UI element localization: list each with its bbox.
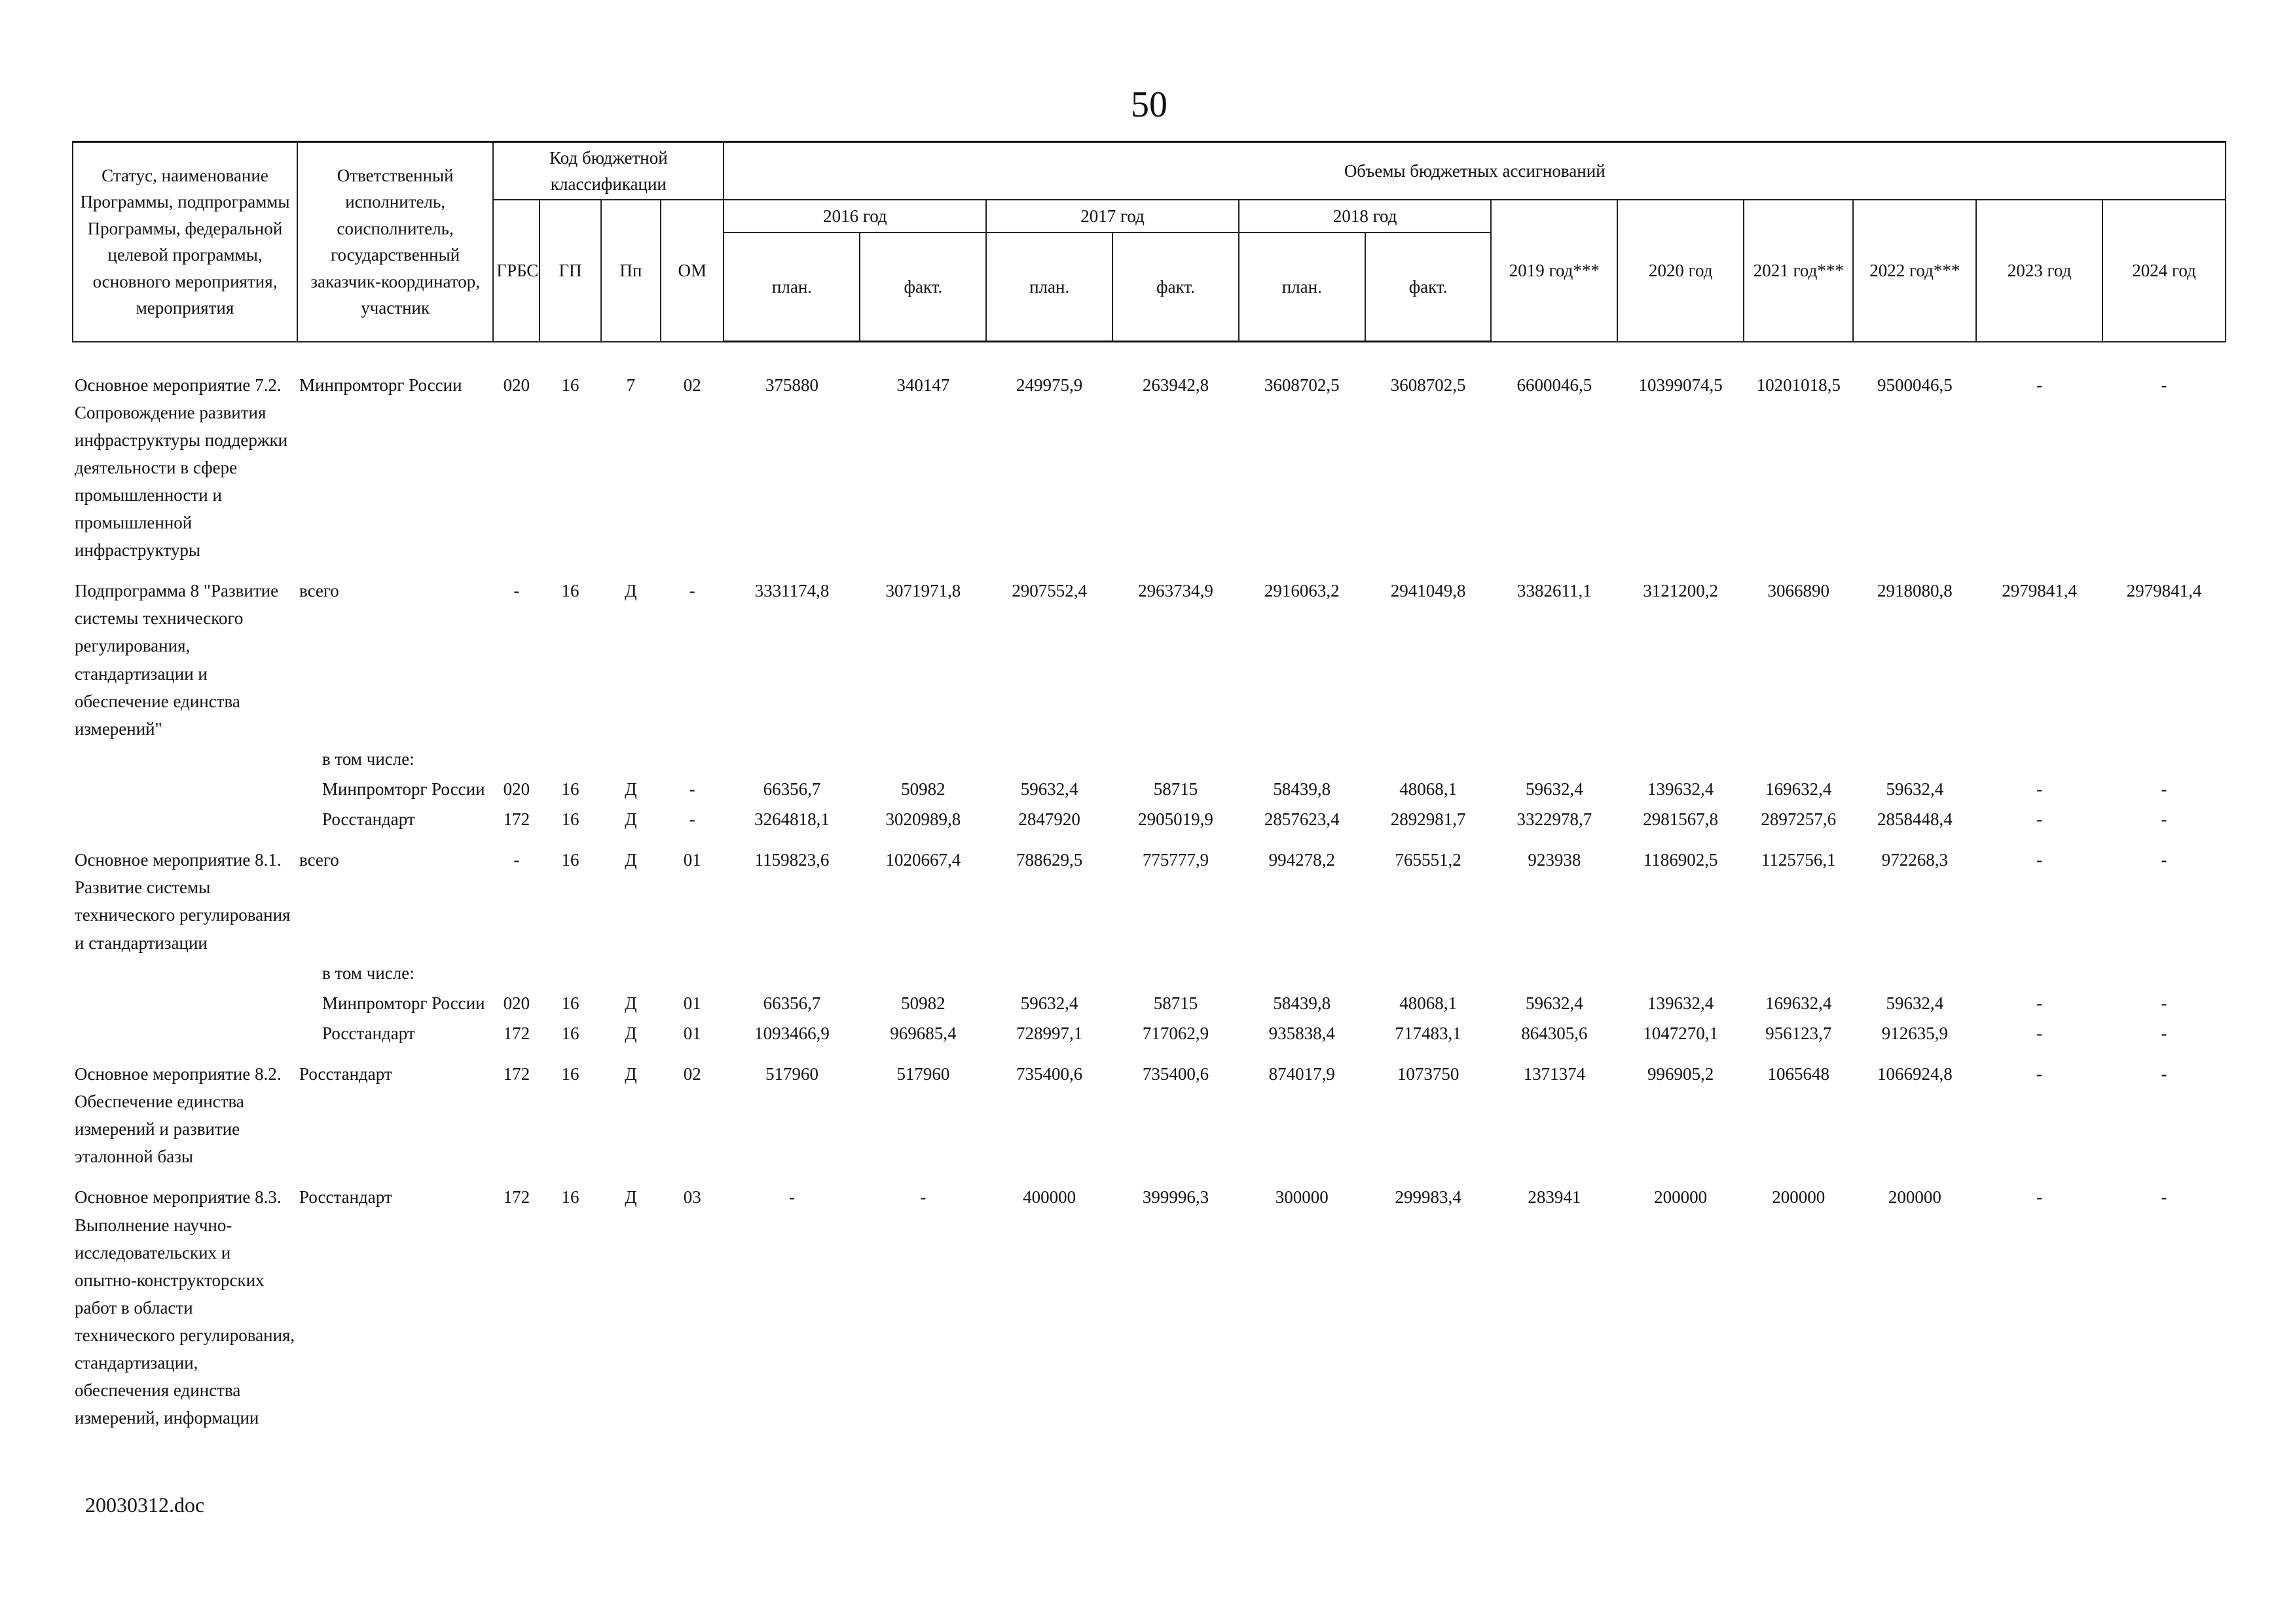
cell-om <box>661 744 724 774</box>
cell-pp: Д <box>625 779 637 800</box>
cell-f2018: 717483,1 <box>1395 1023 1461 1043</box>
cell-f2018: 1073750 <box>1397 1064 1460 1084</box>
cell-y2019: 6600046,5 <box>1516 375 1592 395</box>
cell-y2022 <box>1853 958 1976 988</box>
cell-p2016: - <box>788 1187 795 1208</box>
cell-om: 01 <box>683 1023 701 1043</box>
cell-y2023 <box>1976 744 2102 774</box>
cell-p2018: 300000 <box>1275 1187 1329 1208</box>
cell-y2021: 169632,4 <box>1765 779 1832 800</box>
table-body <box>73 342 2226 1433</box>
cell-y2022 <box>1853 744 1976 774</box>
cell-y2023 <box>1976 958 2102 988</box>
cell-f2016: 3020989,8 <box>885 809 961 830</box>
cell-y2019 <box>1491 958 1617 988</box>
cell-y2021: 3066890 <box>1767 581 1830 601</box>
cell-y2023: - <box>2036 375 2043 395</box>
cell-y2021: 1065648 <box>1767 1064 1830 1084</box>
cell-executor: Минпромторг России <box>321 779 485 800</box>
cell-f2016 <box>860 744 986 774</box>
cell-executor: Росстандарт <box>321 809 415 830</box>
cell-y2024: - <box>2161 993 2167 1013</box>
table-row <box>73 804 2226 834</box>
cell-gp: 16 <box>561 779 579 800</box>
header-executor: Ответственный исполнитель, соисполнитель, государственный заказчик-координатор, участник <box>297 142 493 342</box>
cell-y2023: - <box>2036 1187 2043 1208</box>
cell-gp: 16 <box>561 1064 579 1084</box>
cell-y2020: 2981567,8 <box>1643 809 1719 830</box>
cell-p2018 <box>1239 958 1365 988</box>
cell-p2017 <box>986 958 1112 988</box>
cell-f2017: 717062,9 <box>1142 1023 1209 1043</box>
cell-y2024: - <box>2161 1023 2167 1043</box>
header-grbs: ГРБС <box>493 200 540 342</box>
cell-y2024: 2979841,4 <box>2126 581 2202 601</box>
page-number: 50 <box>1131 84 1167 125</box>
cell-executor: Росстандарт <box>299 1187 392 1208</box>
cell-f2017 <box>1112 958 1239 988</box>
header-gp: ГП <box>540 200 600 342</box>
cell-y2020: 139632,4 <box>1647 779 1714 800</box>
cell-pp: Д <box>625 809 637 830</box>
cell-p2016: 3331174,8 <box>754 581 830 601</box>
header-plan-2016: план. <box>724 232 860 342</box>
table-row <box>73 958 2226 988</box>
cell-pp: Д <box>625 850 637 870</box>
cell-pp: Д <box>625 993 637 1013</box>
cell-f2016: 340147 <box>896 375 950 395</box>
header-year-2022: 2022 год*** <box>1853 200 1976 342</box>
cell-p2016 <box>724 958 860 988</box>
table-row <box>73 342 2226 566</box>
cell-f2017: 2963734,9 <box>1138 581 1213 601</box>
cell-grbs: - <box>513 850 520 870</box>
cell-p2017 <box>986 744 1112 774</box>
cell-pp: Д <box>625 581 637 601</box>
cell-p2016 <box>724 744 860 774</box>
cell-f2017 <box>1112 744 1239 774</box>
cell-p2017: 735400,6 <box>1016 1064 1083 1084</box>
header-budget-code: Код бюджетной классификации <box>493 142 724 200</box>
cell-p2018: 935838,4 <box>1268 1023 1335 1043</box>
cell-y2021: 2897257,6 <box>1761 809 1837 830</box>
table-row <box>73 1048 2226 1172</box>
cell-grbs: 172 <box>503 1023 530 1043</box>
cell-p2018 <box>1239 744 1365 774</box>
cell-p2016: 1093466,9 <box>754 1023 830 1043</box>
cell-status: Основное мероприятие 8.3. Выполнение научно-исследовательских и опытно-конструкторских работ в области технического регулирования, стандартизации, обеспечения единства измерений, информации <box>75 1187 295 1428</box>
table-row <box>73 744 2226 774</box>
cell-om: 01 <box>683 850 701 870</box>
cell-gp <box>540 744 600 774</box>
cell-y2024 <box>2102 744 2226 774</box>
cell-y2022: 2918080,8 <box>1877 581 1953 601</box>
cell-gp: 16 <box>561 809 579 830</box>
cell-executor: Росстандарт <box>299 1064 392 1084</box>
cell-f2018 <box>1365 744 1492 774</box>
cell-y2021: 169632,4 <box>1765 993 1832 1013</box>
cell-grbs: - <box>513 581 520 601</box>
table-row <box>73 774 2226 804</box>
cell-executor: Минпромторг России <box>321 993 485 1013</box>
budget-allocation-table <box>72 141 2226 1433</box>
cell-p2016: 375880 <box>765 375 818 395</box>
cell-gp: 16 <box>561 1023 579 1043</box>
cell-y2022: 1066924,8 <box>1877 1064 1953 1084</box>
cell-f2018: 2892981,7 <box>1390 809 1466 830</box>
cell-y2020: 1186902,5 <box>1643 850 1718 870</box>
cell-om: - <box>689 581 695 601</box>
cell-status <box>73 744 297 774</box>
cell-f2018 <box>1365 958 1492 988</box>
cell-f2017: 775777,9 <box>1142 850 1209 870</box>
cell-gp <box>540 958 600 988</box>
cell-status: Подпрограмма 8 "Развитие системы технического регулирования, стандартизации и обеспечение единства измерений" <box>75 581 279 739</box>
header-year-2020: 2020 год <box>1617 200 1744 342</box>
cell-y2022: 972268,3 <box>1881 850 1948 870</box>
cell-pp: Д <box>625 1187 637 1208</box>
cell-om: - <box>689 779 695 800</box>
header-fact-2018: факт. <box>1365 232 1492 342</box>
cell-executor: всего <box>299 581 339 601</box>
cell-f2017: 735400,6 <box>1142 1064 1209 1084</box>
cell-f2018: 48068,1 <box>1399 993 1457 1013</box>
cell-y2020 <box>1617 744 1744 774</box>
cell-executor: в том числе: <box>321 963 414 983</box>
cell-f2018: 2941049,8 <box>1390 581 1466 601</box>
cell-y2022: 9500046,5 <box>1877 375 1953 395</box>
cell-p2016: 1159823,6 <box>754 850 830 870</box>
cell-f2016: - <box>920 1187 927 1208</box>
cell-status <box>73 958 297 988</box>
cell-f2016: 3071971,8 <box>885 581 961 601</box>
cell-y2022: 200000 <box>1888 1187 1941 1208</box>
cell-f2017: 399996,3 <box>1142 1187 1209 1208</box>
cell-gp: 16 <box>561 1187 579 1208</box>
cell-y2023: - <box>2036 1023 2043 1043</box>
table-row <box>73 988 2226 1018</box>
cell-p2018: 58439,8 <box>1273 993 1331 1013</box>
cell-status: Основное мероприятие 7.2. Сопровождение развития инфраструктуры поддержки деятельности в сфере промышленности и промышленной инфраструктуры <box>75 375 288 561</box>
cell-om: 03 <box>683 1187 701 1208</box>
cell-f2016 <box>860 958 986 988</box>
cell-y2019: 1371374 <box>1523 1064 1586 1084</box>
cell-executor: Минпромторг России <box>299 375 462 395</box>
cell-y2024 <box>2102 958 2226 988</box>
cell-p2017: 2847920 <box>1018 809 1080 830</box>
cell-p2017: 2907552,4 <box>1012 581 1088 601</box>
cell-y2019: 3382611,1 <box>1516 581 1592 601</box>
cell-grbs <box>493 744 540 774</box>
cell-status: Основное мероприятие 8.1. Развитие системы технического регулирования и стандартизации <box>75 850 291 953</box>
cell-grbs: 020 <box>503 779 530 800</box>
cell-f2016: 969685,4 <box>890 1023 957 1043</box>
cell-y2022: 912635,9 <box>1881 1023 1948 1043</box>
cell-y2023: - <box>2036 850 2043 870</box>
header-year-2016: 2016 год <box>724 200 986 232</box>
cell-grbs: 172 <box>503 1064 530 1084</box>
cell-p2018: 874017,9 <box>1268 1064 1335 1084</box>
cell-y2021: 956123,7 <box>1765 1023 1832 1043</box>
cell-grbs: 172 <box>503 809 530 830</box>
cell-executor: всего <box>299 850 339 870</box>
cell-y2022: 59632,4 <box>1886 779 1944 800</box>
header-volumes: Объемы бюджетных ассигнований <box>724 142 2226 200</box>
cell-om: 02 <box>683 375 701 395</box>
cell-y2020: 1047270,1 <box>1643 1023 1719 1043</box>
cell-f2018: 299983,4 <box>1395 1187 1461 1208</box>
header-fact-2017: факт. <box>1112 232 1239 342</box>
cell-executor: в том числе: <box>321 748 414 769</box>
cell-om: 01 <box>683 993 701 1013</box>
cell-y2021: 200000 <box>1772 1187 1826 1208</box>
cell-p2017: 59632,4 <box>1020 779 1078 800</box>
cell-f2017: 58715 <box>1153 779 1198 800</box>
cell-om: - <box>689 809 695 830</box>
cell-om <box>661 958 724 988</box>
cell-y2020: 996905,2 <box>1647 1064 1714 1084</box>
header-plan-2018: план. <box>1239 232 1365 342</box>
cell-y2019: 923938 <box>1528 850 1581 870</box>
cell-pp <box>601 958 661 988</box>
header-year-2017: 2017 год <box>986 200 1239 232</box>
cell-grbs <box>493 958 540 988</box>
cell-p2017: 728997,1 <box>1016 1023 1083 1043</box>
cell-status <box>73 988 297 1018</box>
header-om: ОМ <box>661 200 724 342</box>
cell-y2023: - <box>2036 779 2043 800</box>
cell-f2016: 517960 <box>896 1064 950 1084</box>
table-row <box>73 834 2226 957</box>
cell-y2019: 59632,4 <box>1525 993 1583 1013</box>
cell-y2019: 283941 <box>1528 1187 1581 1208</box>
cell-gp: 16 <box>561 581 579 601</box>
cell-p2017: 788629,5 <box>1016 850 1083 870</box>
cell-y2023: - <box>2036 993 2043 1013</box>
footer-file-name: 20030312.doc <box>85 1493 205 1517</box>
cell-y2019: 3322978,7 <box>1516 809 1592 830</box>
header-plan-2017: план. <box>986 232 1112 342</box>
cell-grbs: 020 <box>503 993 530 1013</box>
header-fact-2016: факт. <box>860 232 986 342</box>
header-year-2019: 2019 год*** <box>1491 200 1617 342</box>
cell-grbs: 172 <box>503 1187 530 1208</box>
header-year-2024: 2024 год <box>2102 200 2226 342</box>
table-row <box>73 565 2226 744</box>
cell-y2021 <box>1744 744 1853 774</box>
cell-gp: 16 <box>561 375 579 395</box>
cell-p2018: 58439,8 <box>1273 779 1331 800</box>
header-year-2023: 2023 год <box>1976 200 2102 342</box>
cell-p2018: 994278,2 <box>1268 850 1335 870</box>
cell-p2017: 400000 <box>1023 1187 1076 1208</box>
cell-p2018: 2916063,2 <box>1264 581 1340 601</box>
cell-executor: Росстандарт <box>321 1023 415 1043</box>
cell-f2018: 3608702,5 <box>1390 375 1466 395</box>
cell-y2024: - <box>2161 375 2167 395</box>
cell-p2016: 66356,7 <box>763 993 821 1013</box>
table-row <box>73 1018 2226 1048</box>
cell-y2019: 864305,6 <box>1521 1023 1588 1043</box>
cell-p2018: 2857623,4 <box>1264 809 1340 830</box>
cell-y2021: 1125756,1 <box>1761 850 1836 870</box>
cell-status: Основное мероприятие 8.2. Обеспечение единства измерений и развитие эталонной базы <box>75 1064 282 1167</box>
cell-pp: Д <box>625 1023 637 1043</box>
cell-y2020: 200000 <box>1654 1187 1708 1208</box>
cell-f2017: 58715 <box>1153 993 1198 1013</box>
cell-y2023: 2979841,4 <box>2002 581 2077 601</box>
cell-f2018: 48068,1 <box>1399 779 1457 800</box>
cell-f2018: 765551,2 <box>1395 850 1461 870</box>
cell-y2024: - <box>2161 1187 2167 1208</box>
cell-y2019: 59632,4 <box>1525 779 1583 800</box>
cell-gp: 16 <box>561 993 579 1013</box>
cell-gp: 16 <box>561 850 579 870</box>
cell-y2020: 139632,4 <box>1647 993 1714 1013</box>
header-pp: Пп <box>601 200 661 342</box>
cell-status <box>73 804 297 834</box>
cell-p2018: 3608702,5 <box>1264 375 1340 395</box>
cell-status <box>73 774 297 804</box>
cell-y2022: 2858448,4 <box>1877 809 1953 830</box>
cell-y2024: - <box>2161 809 2167 830</box>
cell-p2016: 3264818,1 <box>754 809 830 830</box>
cell-p2016: 66356,7 <box>763 779 821 800</box>
cell-y2020 <box>1617 958 1744 988</box>
cell-pp <box>601 744 661 774</box>
cell-pp: Д <box>625 1064 637 1084</box>
table-row <box>73 1172 2226 1433</box>
cell-pp: 7 <box>626 375 636 395</box>
cell-y2020: 10399074,5 <box>1638 375 1723 395</box>
cell-f2017: 2905019,9 <box>1138 809 1213 830</box>
cell-y2020: 3121200,2 <box>1643 581 1719 601</box>
header-year-2021: 2021 год*** <box>1744 200 1853 342</box>
cell-f2016: 1020667,4 <box>885 850 961 870</box>
cell-status <box>73 1018 297 1048</box>
cell-om: 02 <box>683 1064 701 1084</box>
cell-y2024: - <box>2161 850 2167 870</box>
cell-f2017: 263942,8 <box>1142 375 1209 395</box>
cell-y2024: - <box>2161 1064 2167 1084</box>
cell-p2017: 59632,4 <box>1020 993 1078 1013</box>
cell-y2019 <box>1491 744 1617 774</box>
header-year-2018: 2018 год <box>1239 200 1492 232</box>
cell-y2023: - <box>2036 1064 2043 1084</box>
cell-f2016: 50982 <box>901 993 946 1013</box>
cell-y2023: - <box>2036 809 2043 830</box>
cell-p2016: 517960 <box>765 1064 818 1084</box>
cell-y2024: - <box>2161 779 2167 800</box>
cell-y2021: 10201018,5 <box>1756 375 1841 395</box>
cell-f2016: 50982 <box>901 779 946 800</box>
header-status: Статус, наименование Программы, подпрограммы Программы, федеральной целевой программы, основного мероприятия, мероприятия <box>73 142 297 342</box>
cell-y2021 <box>1744 958 1853 988</box>
cell-p2017: 249975,9 <box>1016 375 1083 395</box>
cell-y2022: 59632,4 <box>1886 993 1944 1013</box>
cell-grbs: 020 <box>503 375 530 395</box>
